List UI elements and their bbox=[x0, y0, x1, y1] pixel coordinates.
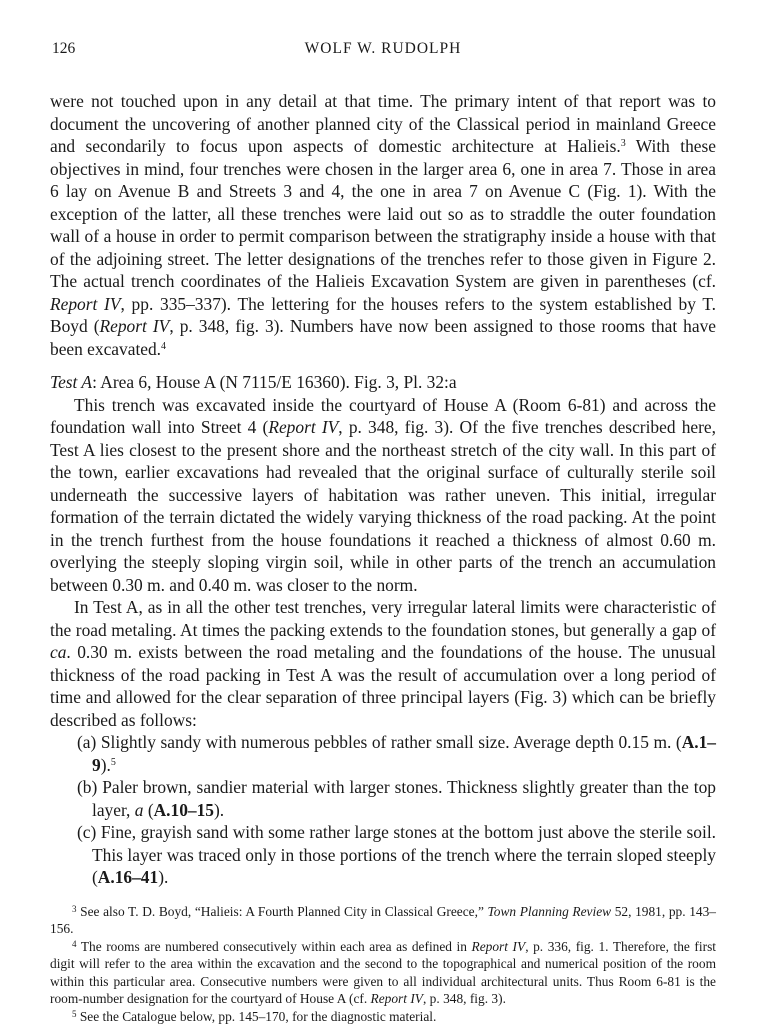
running-author: WOLF W. RUDOLPH bbox=[50, 40, 716, 58]
footnote-ref-3[interactable]: 3 bbox=[621, 138, 626, 149]
layer-b-item: (b) Paler brown, sandier material with larger stones. Thickness slightly greater than the top layer, a (A.10–15). bbox=[50, 776, 716, 821]
footnote-ref-5[interactable]: 5 bbox=[111, 757, 116, 768]
footnotes bbox=[50, 903, 716, 1025]
footnote-5: $^5$ See the Catalogue below, pp. 145–170, for the diagnostic material. bbox=[50, 1008, 716, 1025]
intro-paragraph: were not touched upon in any detail at that time. The primary intent of that report was to document the uncovering of another planned city of the Classical period in mainland Greece and secondarily to focus upon aspects of domestic architecture at Halieis.$^3$ With these objectives in mind, four trenches were chosen in the larger area 6, one in area 7. Those in area 6 lay on Avenue B and Streets 3 and 4, the one in area 7 on Avenue C (Fig. 1). With the exception of the latter, all these trenches were laid out so as to straddle the outer foundation wall of a house in order to permit comparison between the stratigraphy inside a house with that of the adjoining street. The letter designations of the trenches refer to those given in Figure 2. The actual trench coordinates of the Halieis Excavation System are given in parentheses (cf. Report IV, pp. 335–337). The lettering for the houses refers to the system established by T. Boyd (Report IV, p. 348, fig. 3). Numbers have now been assigned to those rooms that have been excavated.$^4$ bbox=[50, 90, 716, 360]
test-a-paragraph-1: This trench was excavated inside the courtyard of House A (Room 6-81) and across the foundation wall into Street 4 (Report IV, p. 348, fig. 3). Of the five trenches described here, Test A lies closest to the present shore and the northeast stretch of the city wall. In this part of the town, earlier excavations had revealed that the original surface of culturally sterile soil underneath the successive layers of habitation was rather uneven. This initial, irregular formation of the terrain dictated the widely varying thickness of the road packing. At the point in the trench furthest from the house foundations it reached a thickness of almost 0.60 m. overlying the steeply sloping virgin soil, while in other parts of the trench an accumulation between 0.30 m. and 0.40 m. was closer to the norm. bbox=[50, 394, 716, 597]
running-header bbox=[50, 40, 716, 64]
footnote-ref-4[interactable]: 4 bbox=[161, 341, 166, 352]
layer-c-item: (c) Fine, grayish sand with some rather large stones at the bottom just above the sterile soil. This layer was traced only in those portions of the trench where the terrain sloped steeply (A.16–41). bbox=[50, 821, 716, 889]
journal-page bbox=[50, 40, 716, 1025]
layer-a-item: (a) Slightly sandy with numerous pebbles of rather small size. Average depth 0.15 m. (A.1–9).$^5$ bbox=[50, 731, 716, 776]
test-a-paragraph-2: In Test A, as in all the other test trenches, very irregular lateral limits were characteristic of the road metaling. At times the packing extends to the foundation stones, but generally a gap of ca. 0.30 m. exists between the road metaling and the foundations of the house. The unusual thickness of the road packing in Test A was the result of accumulation over a long period of time and allowed for the clear separation of three principal layers (Fig. 3) which can be briefly described as follows: bbox=[50, 596, 716, 731]
footnote-4: $^4$ The rooms are numbered consecutively within each area as defined in Report IV, p. 336, fig. 1. Therefore, the first digit will refer to the area within the excavation and the second to the topographical and numerical position of the room within this particular area. Consecutive numbers were given to all individual architectural units. Thus Room 6-81 is the room-number designation for the courtyard of House A (cf. Report IV, p. 348, fig. 3). bbox=[50, 938, 716, 1008]
main-text bbox=[50, 90, 716, 889]
section-heading-test-a: Test A: Area 6, House A (N 7115/E 16360). Fig. 3, Pl. 32:a bbox=[50, 371, 716, 394]
footnote-3: $^3$ See also T. D. Boyd, “Halieis: A Fourth Planned City in Classical Greece,” Town Planning Review 52, 1981, pp. 143–156. bbox=[50, 903, 716, 938]
page-number: 126 bbox=[52, 40, 75, 58]
